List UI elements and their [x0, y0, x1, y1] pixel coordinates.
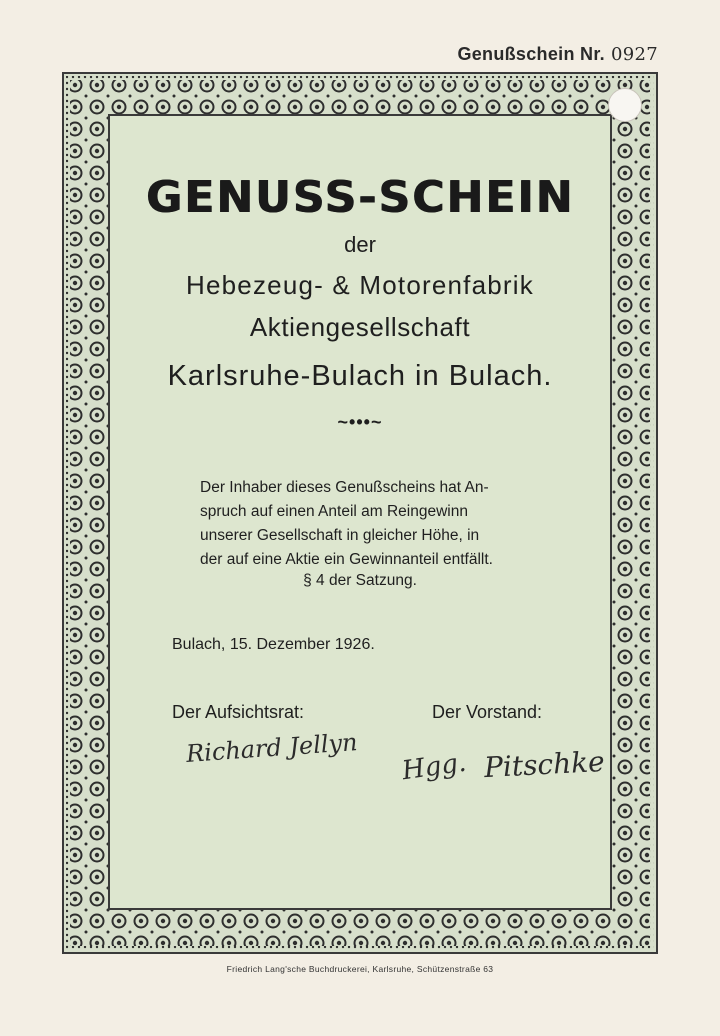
- divider-ornament: ~•••~: [337, 412, 383, 432]
- serial-number: 0927: [610, 44, 658, 65]
- title-preposition: der: [344, 232, 376, 257]
- body-line: unserer Gesellschaft in gleicher Höhe, in: [200, 527, 480, 544]
- serial-label: Genußschein Nr.: [457, 44, 605, 64]
- company-name-line-1: Hebezeug- & Motorenfabrik: [186, 270, 534, 300]
- executive-board-label: Der Vorstand:: [432, 702, 543, 722]
- executive-signature-2: Pitschke: [483, 744, 606, 785]
- statute-reference: § 4 der Satzung.: [303, 572, 417, 589]
- supervisory-board-signature: Richard Jellyn: [185, 728, 359, 768]
- body-line: spruch auf einen Anteil am Reingewinn: [200, 503, 468, 520]
- punch-hole: [608, 88, 642, 122]
- body-line: der auf eine Aktie ein Gewinnanteil entfällt.: [200, 551, 493, 568]
- company-location: Karlsruhe-Bulach in Bulach.: [167, 360, 553, 392]
- place-and-date: Bulach, 15. Dezember 1926.: [172, 636, 375, 653]
- executive-signature-1: Hgg.: [400, 747, 469, 787]
- certificate-title: GENUSS-SCHEIN: [145, 172, 575, 223]
- body-line: Der Inhaber dieses Genußscheins hat An-: [200, 479, 489, 496]
- supervisory-board-label: Der Aufsichtsrat:: [172, 702, 305, 722]
- company-name-line-2: Aktiengesellschaft: [249, 312, 471, 342]
- printer-imprint: Friedrich Lang'sche Buchdruckerei, Karlsruhe, Schützenstraße 63: [226, 964, 494, 974]
- entitlement-text: [200, 476, 520, 572]
- certificate-number: [457, 44, 658, 65]
